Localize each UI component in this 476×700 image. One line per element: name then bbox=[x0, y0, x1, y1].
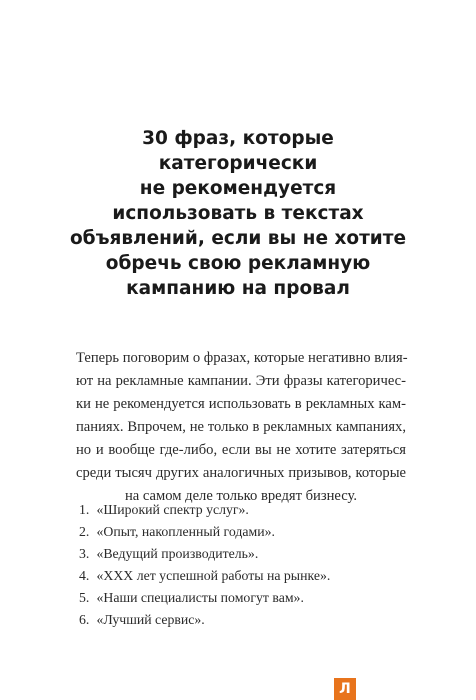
heading-line: категорически bbox=[158, 153, 318, 174]
paragraph-line: ют на рекламные кампании. Эти фразы категоричес- bbox=[76, 373, 406, 389]
heading-line: 30 фраз, которые bbox=[142, 128, 334, 149]
item-number: 5. bbox=[79, 590, 90, 605]
paragraph-line: но и вообще где-либо, если вы не хотите затеряться bbox=[76, 442, 406, 458]
section-heading bbox=[0, 126, 476, 301]
item-number: 4. bbox=[79, 568, 90, 583]
list-item bbox=[79, 543, 330, 565]
heading-line: обречь свою рекламную bbox=[105, 253, 371, 274]
heading-line: объявлений, если вы не хотите bbox=[69, 228, 407, 249]
item-text: «Широкий спектр услуг». bbox=[96, 502, 249, 517]
paragraph-line: паниях. Впрочем, не только в рекламных кампаниях, bbox=[76, 419, 406, 435]
list-item bbox=[79, 499, 330, 521]
list-item bbox=[79, 609, 330, 631]
list-item bbox=[79, 587, 330, 609]
publisher-logo-badge: Л bbox=[334, 678, 356, 700]
list-item bbox=[79, 565, 330, 587]
paragraph-line: среди тысяч других аналогичных призывов, которые bbox=[76, 465, 406, 481]
item-text: «Наши специалисты помогут вам». bbox=[96, 590, 304, 605]
heading-line: не рекомендуется bbox=[139, 178, 337, 199]
item-text: «Ведущий производитель». bbox=[96, 546, 259, 561]
paragraph-line: ки не рекомендуется использовать в рекламных кам- bbox=[76, 396, 406, 412]
item-text: «XXX лет успешной работы на рынке». bbox=[96, 568, 331, 583]
paragraph-line: Теперь поговорим о фразах, которые негативно влия- bbox=[76, 350, 408, 366]
heading-line: использовать в текстах bbox=[112, 203, 364, 224]
heading-line: кампанию на провал bbox=[126, 278, 350, 299]
list-item bbox=[79, 521, 330, 543]
item-number: 2. bbox=[79, 524, 90, 539]
item-number: 1. bbox=[79, 502, 90, 517]
item-number: 6. bbox=[79, 612, 90, 627]
item-text: «Лучший сервис». bbox=[96, 612, 205, 627]
paragraph-line: на самом деле только вредят бизнесу. bbox=[124, 488, 358, 504]
item-number: 3. bbox=[79, 546, 90, 561]
item-text: «Опыт, накопленный годами». bbox=[96, 524, 275, 539]
phrase-list bbox=[79, 499, 330, 631]
intro-paragraph bbox=[76, 347, 406, 508]
